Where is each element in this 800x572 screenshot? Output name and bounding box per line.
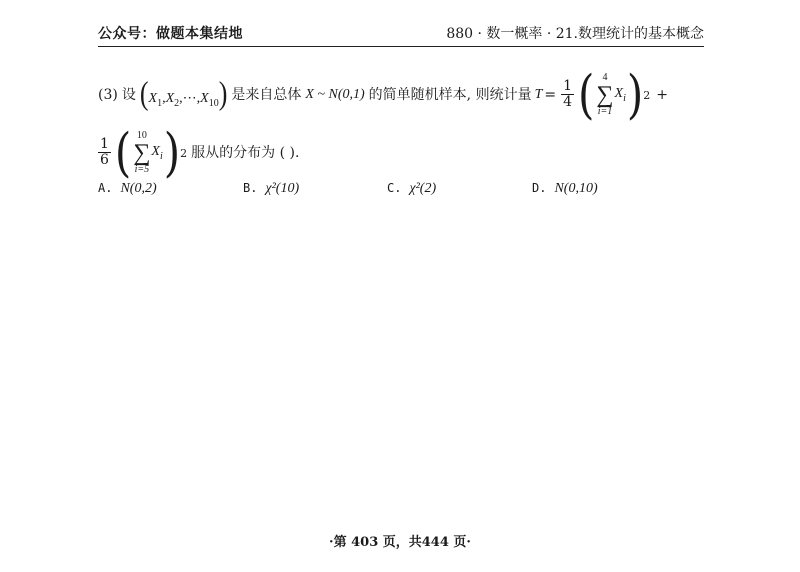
option-a-label: A. [98, 181, 113, 195]
sum-1-to-4: 4 ∑ i=1 [596, 72, 614, 117]
page-header [98, 20, 704, 47]
summand-2: $X_i$ [151, 143, 163, 162]
page-footer: ·第 403 页，共444 页· [329, 535, 471, 550]
option-d-label: D. [532, 181, 547, 195]
statistic-var: T [534, 87, 543, 102]
header-section-title: 880 · 数一概率 · 21.数理统计的基本概念 [446, 26, 704, 42]
power-2: 2 [180, 146, 188, 160]
header-source: 公众号：做题本集结地 [98, 26, 243, 42]
power-1: 2 [643, 88, 651, 102]
option-c[interactable] [387, 180, 436, 197]
plus-sign: + [656, 87, 668, 103]
sample-tuple: $(X_1,X_2,\cdots,X_{10})$ [139, 75, 228, 112]
option-b-label: B. [243, 181, 258, 195]
problem-question: 服从的分布为 ( ). [191, 145, 300, 161]
option-d-value: N(0,10) [554, 181, 598, 196]
option-c-label: C. [387, 181, 402, 195]
sample-var-10: X [200, 91, 209, 106]
option-c-value: χ²(2) [409, 181, 437, 196]
population-distribution: X ~ N(0,1) [305, 87, 365, 102]
option-d[interactable] [532, 180, 598, 197]
option-a[interactable] [98, 180, 157, 197]
option-a-value: N(0,2) [120, 181, 157, 196]
problem-body [98, 63, 708, 183]
option-b[interactable] [243, 180, 299, 197]
problem-text-from: 是来自总体 [231, 87, 302, 103]
summand-1: $X_i$ [614, 85, 626, 104]
option-b-value: χ²(10) [265, 181, 300, 196]
open-paren: ( [139, 75, 149, 112]
fraction-one-quarter: $\frac{1}{4}$ [563, 78, 573, 111]
problem-line-1: (3) 设 $(X_1,X_2,\cdots,X_{10})$ 是来自总体 X ~ N(0,1) 的简单随机样本, 则统计量 T = $\frac{1}{4}$ ( 4 ∑ i=1 $X_i$ ) 2 + [98, 63, 668, 125]
problem-text-sample: 的简单随机样本, 则统计量 [368, 87, 532, 103]
problem-text-she: 设 [121, 87, 136, 103]
problem-number: (3) [98, 87, 118, 103]
sample-var-1: X [148, 91, 158, 106]
answer-options [98, 180, 698, 198]
fraction-one-sixth: $\frac{1}{6}$ [100, 136, 109, 169]
sample-var-2: X [165, 91, 175, 106]
problem-line-2: $\frac{1}{6}$ ( 10 ∑ i=5 $X_i$ ) 2 服从的分布为 ( ). [100, 121, 300, 183]
ellipsis: ⋯ [182, 91, 197, 106]
sum-5-to-10: 10 ∑ i=5 [133, 130, 151, 175]
close-paren: ) [218, 75, 228, 112]
